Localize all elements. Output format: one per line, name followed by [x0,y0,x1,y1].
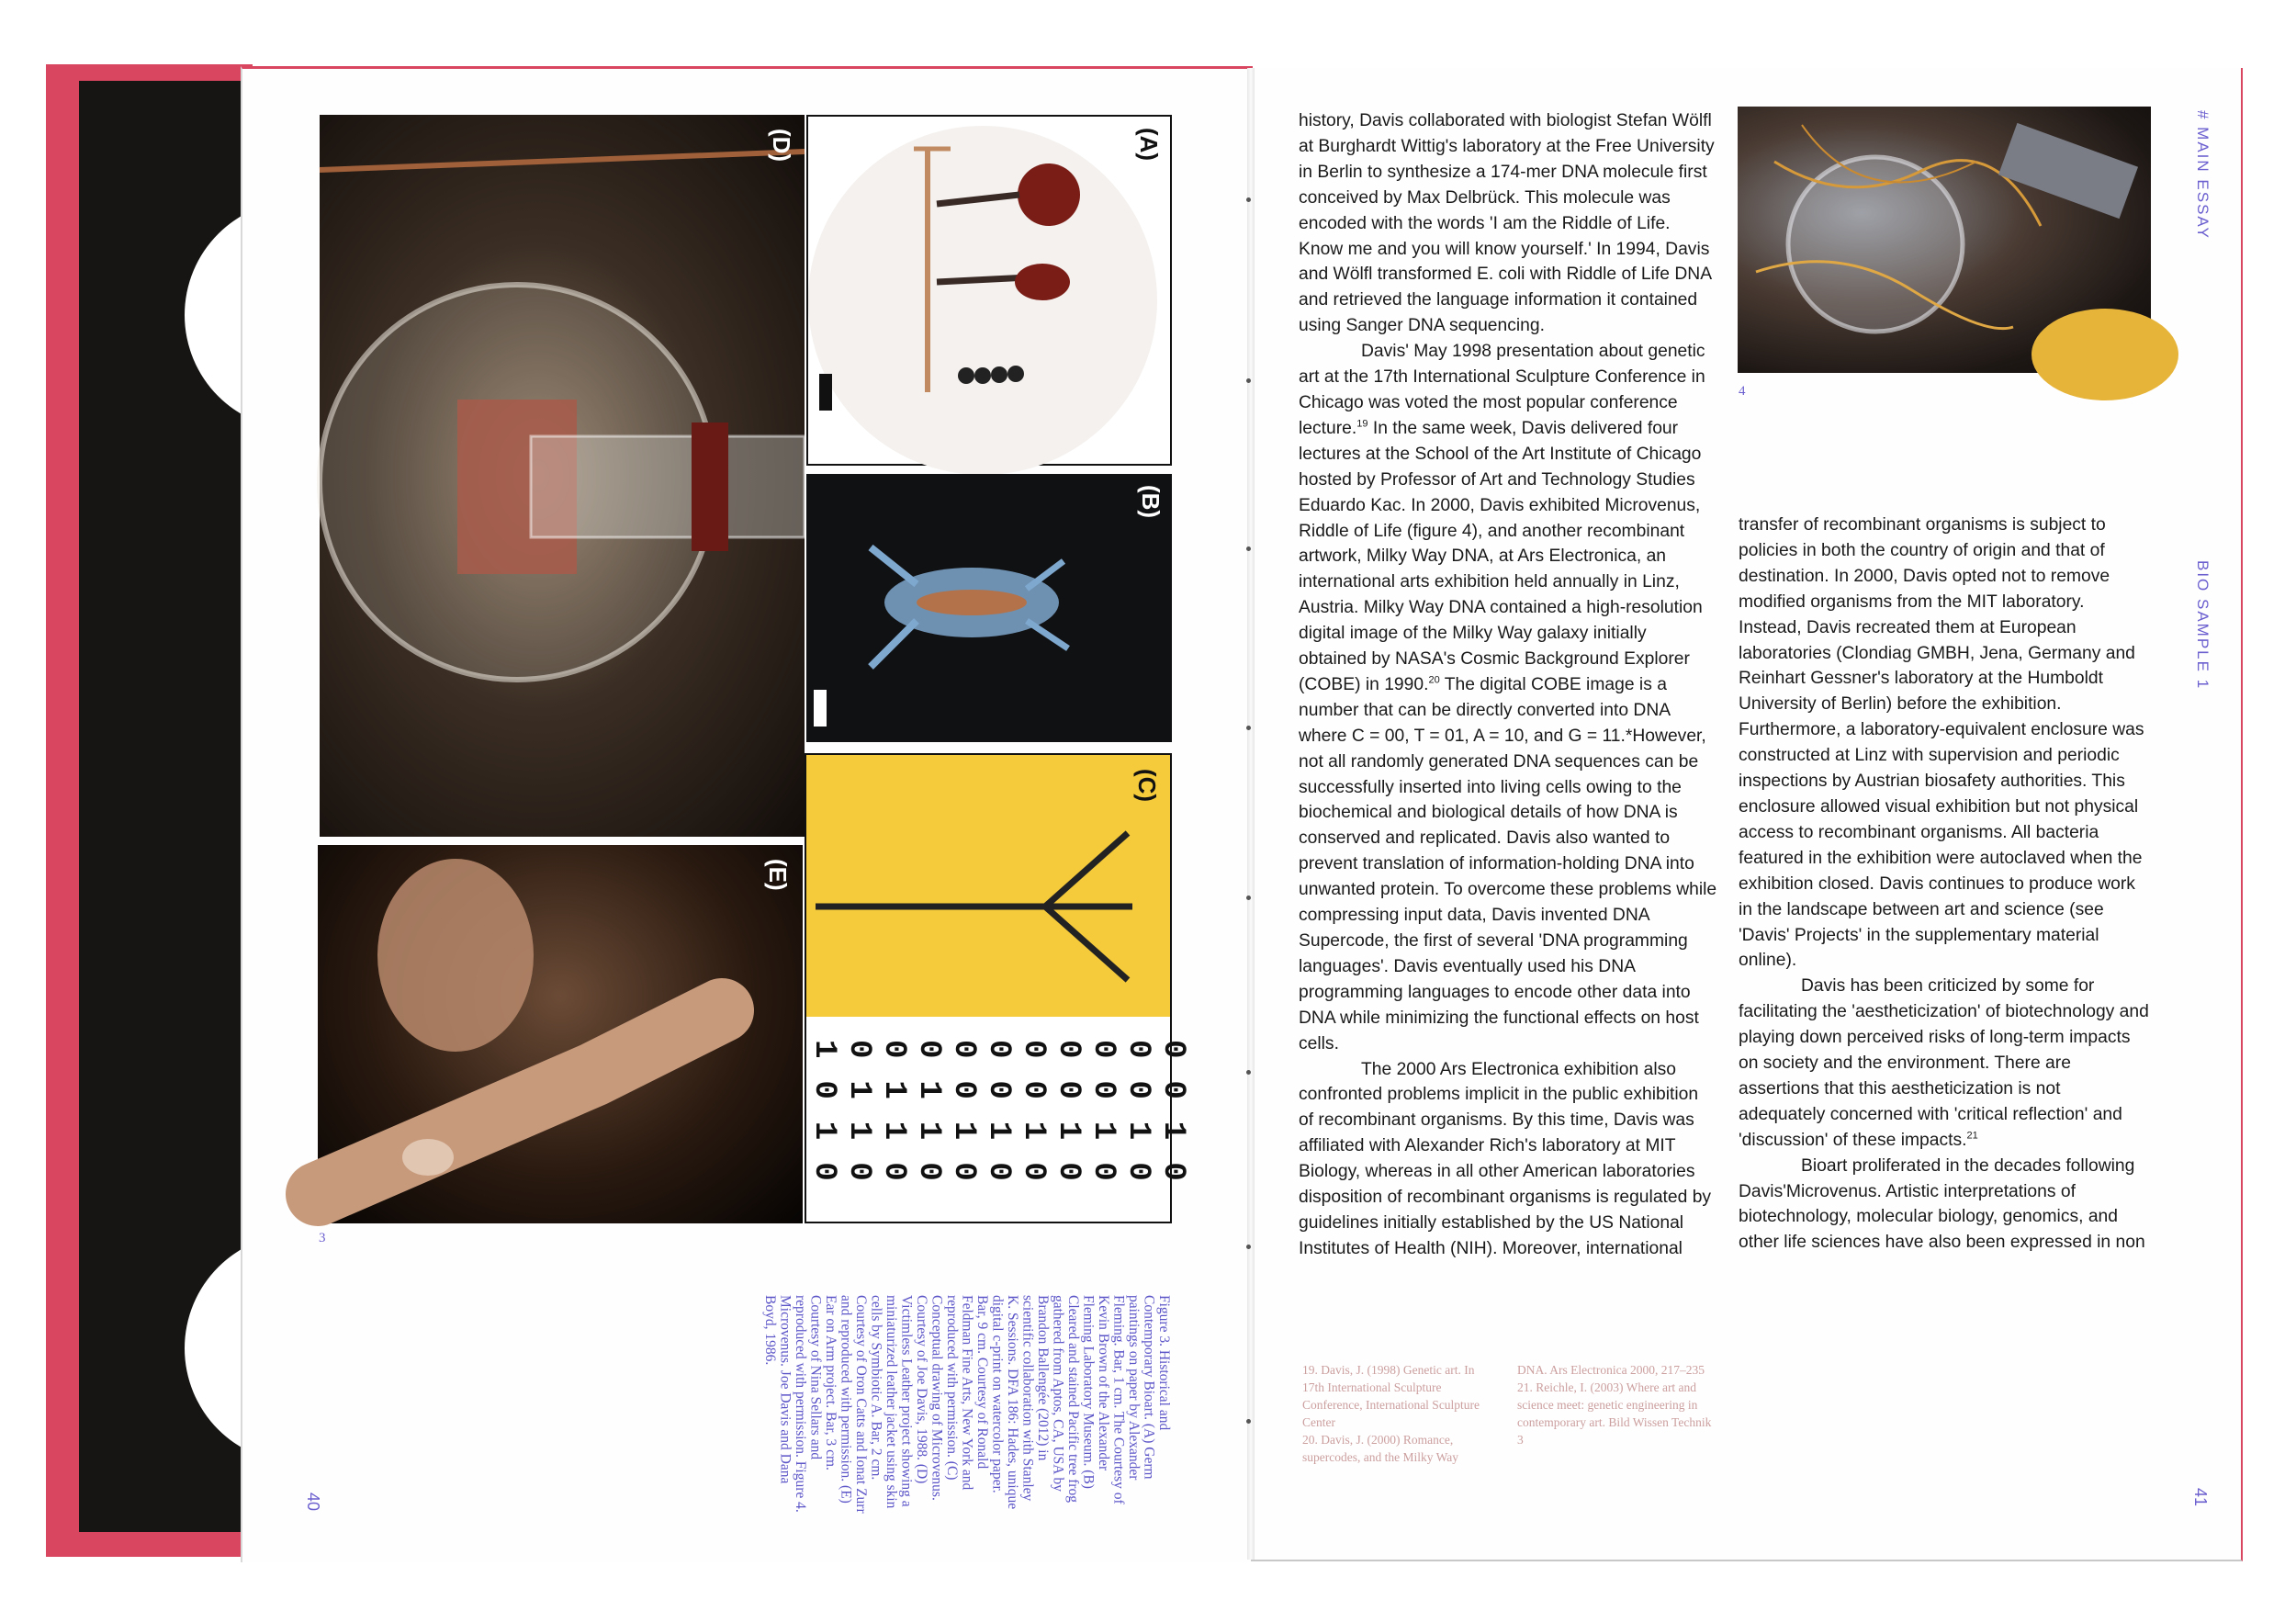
figure-panel-d [320,115,805,837]
paragraph: Bioart proliferated in the decades following Davis'Microvenus. Artistic interpretations of biotechnology, molecular biology, genomics, and other life sciences have also been expressed in non [1739,1155,2145,1253]
drawing-stroke [1045,907,1128,980]
panel-label-e: (E) [764,859,792,891]
figure-head [1018,163,1080,226]
binding-mark [1246,546,1251,551]
binary-row: 0010 [1086,1040,1120,1203]
panel-label-d: (D) [768,129,795,163]
footnote-ref: 21 [1966,1130,1978,1142]
dot [1007,366,1024,382]
scale-bar [819,374,832,411]
body-column-2 [1739,513,2152,1256]
binary-row: 0010 [981,1040,1016,1203]
panel-label-c: (C) [1133,769,1161,803]
body-column-1 [1299,108,1717,1262]
paragraph-text: The digital COBE image is a number that can be directly converted into DNA where C = 00, T = 01, A = 10, and G = 11.*However, not all randomly generated DNA sequences can be successfully inserted into living cells owing to the biochemical and biological details of how DNA is conserved and replicated. Davis also wanted to prevent translation of information-holding DNA into unwanted protein. To overcome these problems while compressing input data, Davis invented DNA Supercode, the first of several 'DNA programming languages'. Davis eventually used his DNA programming languages to encode other data into DNA while minimizing the functional effects on host cells. [1299,674,1717,1053]
footnotes-left: 19. Davis, J. (1998) Genetic art. In 17th International Sculpture Conference, International Sculpture Center 20. Davis, J. (2000) Romance, supercodes, and the Milky Way [1302,1363,1480,1464]
footnote-ref: 19 [1356,418,1368,430]
drawing-stroke [1045,833,1128,907]
page-number-right: 41 [2191,1488,2210,1507]
flask-neck [531,436,805,537]
frog-spine [917,590,1027,615]
paragraph-text: Davis has been criticized by some for facilitating the 'aestheticization' of biotechnology and playing down perceived risks of long-term impacts on society and the environment. There are assertions that this aestheticization is not adequately concerned with 'critical reflection' and 'discussion' of these impacts. [1739,976,2149,1150]
apparatus [1998,123,2138,219]
binary-row: 0110 [841,1040,876,1203]
scale-bar [814,690,827,727]
binary-code [806,1021,1190,1222]
binary-row: 0010 [946,1040,981,1203]
frog-leg [871,547,917,584]
binding-mark [1246,896,1251,900]
binding-mark [1246,726,1251,730]
germ-painting [808,117,1174,468]
ear-on-arm-photo [318,845,803,1223]
petri-dish [808,126,1157,475]
paragraph-text: In the same week, Davis delivered four lectures at the School of the Art Institute of Chicago hosted by Professor of Art and Technology Studies Eduardo Kac. In 2000, Davis exhibited Microvenus, Riddle of Life (figure 4), and another recombinant artwork, Milky Way DNA, at Ars Electronica, an international arts exhibition held annually in Linz, Austria. Milky Way DNA contained a high-resolution digital image of the Milky Way galaxy initially obtained by NASA's Cosmic Background Explorer (COBE) in 1990. [1299,418,1703,694]
panel-label-a: (A) [1135,128,1163,162]
sample-label: BIO SAMPLE 1 [2194,560,2212,691]
book-gutter [1247,68,1255,1560]
flask-photo [320,115,805,837]
binary-row: 1010 [806,1040,841,1203]
paragraph [1739,974,2152,1153]
ear-implant [402,1139,454,1176]
binding-mark [1246,1419,1251,1424]
binary-row: 0010 [1051,1040,1086,1203]
microvenus-icon [806,755,1170,1017]
paragraph [1299,339,1717,1056]
figure-caption [762,1295,1172,1515]
page-number-left: 40 [304,1493,322,1512]
frog-leg [1027,621,1068,648]
stopper [692,422,728,551]
section-label: # MAIN ESSAY [2194,110,2212,240]
binary-row: 0110 [876,1040,911,1203]
microvenus-installation [1738,107,2151,373]
figure-arm [937,277,1029,282]
head [377,859,534,1052]
dot [974,367,991,384]
tube [320,152,805,170]
binary-row: 0110 [911,1040,946,1203]
paragraph: transfer of recombinant organisms is subject to policies in both the country of origin and that of destination. In 2000, Davis opted not to remove modified organisms from the MIT laboratory. Instead, Davis recreated them at European laboratories (Clondiag GMBH, Jena, Germany and Reinhart Gessner's laboratory at the Humboldt University of Berlin) before the exhibition. Furthermore, a laboratory-equivalent enclosure was constructed at Linz with supervision and periodic inspections by Austrian biosafety authorities. This enclosure allowed visual exhibition but not physical access to recombinant organisms. All bacteria featured in the exhibition were autoclaved when the exhibition closed. Davis continues to produce work in the landscape between art and science (see 'Davis' Projects' in the supplementary material online). [1739,515,2144,971]
binding-mark [1246,1245,1251,1249]
panel-label-b: (B) [1137,485,1165,519]
binding-mark [1246,197,1251,202]
figure-panel-b [806,474,1172,742]
dot [958,367,974,384]
microvenus-drawing [806,755,1170,1017]
figure-4-number: 4 [1739,384,1746,399]
paragraph: The 2000 Ars Electronica exhibition also confronted problems implicit in the public exhibition of recombinant organisms. By this time, Davis was affiliated with Alexander Rich's laboratory at MIT Biology, whereas in all other American laboratories disposition of recombinant organisms is regulated by guidelines initially established by the US National Institutes of Health (NIH). Moreover, international [1299,1059,1712,1258]
binary-row: 0010 [1120,1040,1155,1203]
figure-panel-c [805,753,1190,1223]
dot [991,366,1007,383]
figure-panel-a [806,115,1172,466]
book-endpaper [79,81,241,1532]
figure-body [1015,264,1070,300]
footnote-ref: 20 [1428,674,1440,686]
frog-specimen [806,474,1172,742]
binding-mark [1246,378,1251,383]
binding-mark [1246,1070,1251,1075]
frog-leg [871,621,917,667]
figure-panel-e [318,845,803,1223]
caption-text: Figure 3. Historical and Contemporary Bioart. (A) Germ paintings on paper by Alexander Fleming. Bar, 1 cm. The Courtesy of Kevin Brown of the Alexander Fleming Laboratory Museum. (B) Cleared and stained Pacific tree frog gathered from Aptos, CA, USA by Brandon Ballengée (2012) in scientific collaboration with Stanley K. Sessions. DFA 186: Hades, unique digital c-print on watercolor paper. Bar, 9 cm. Courtesy of Ronald Feldman Fine Arts, New York and reproduced with permission. (C) Conceptual drawing of Microvenus. Courtesy of Joe Davis, 1988. (D) Victimless Leather project showing a miniaturized leather jacket using skin cells by Symbiotic A. Bar, 2 cm. Courtesy of Oron Catts and Ionat Zurr and reproduced with permission. (E) Ear on Arm project. Bar, 3 cm. Courtesy of Nina Sellars and reproduced with permission. Figure 4. Microvenus. Joe Davis and Dana Boyd, 1986. [762,1295,1172,1514]
paragraph-text: Davis' May 1998 presentation about genetic art at the 17th International Sculpture Conference in Chicago was voted the most popular conference lecture. [1299,342,1705,438]
yellow-object [2032,309,2178,400]
binary-row: 0010 [1016,1040,1051,1203]
paragraph: history, Davis collaborated with biologist Stefan Wölfl at Burghardt Wittig's laboratory at the Free University in Berlin to synthesize a 174-mer DNA molecule first conceived by Max Delbrück. This molecule was encoded with the words 'I am the Riddle of Life. Know me and you will know yourself.' In 1994, Davis and Wölfl transformed E. coli with Riddle of Life DNA and retrieved the language information it contained using Sanger DNA sequencing. [1299,111,1715,336]
footnotes-right: DNA. Ars Electronica 2000, 217–235 21. Reichle, I. (2003) Where art and science meet: genetic engineering in contemporary art. Bild Wissen Technik 3 [1517,1363,1712,1447]
figure-number: 3 [319,1231,326,1245]
figure-4-photo [1738,107,2151,373]
binary-row: 0010 [1155,1040,1190,1203]
arm [318,1010,722,1194]
